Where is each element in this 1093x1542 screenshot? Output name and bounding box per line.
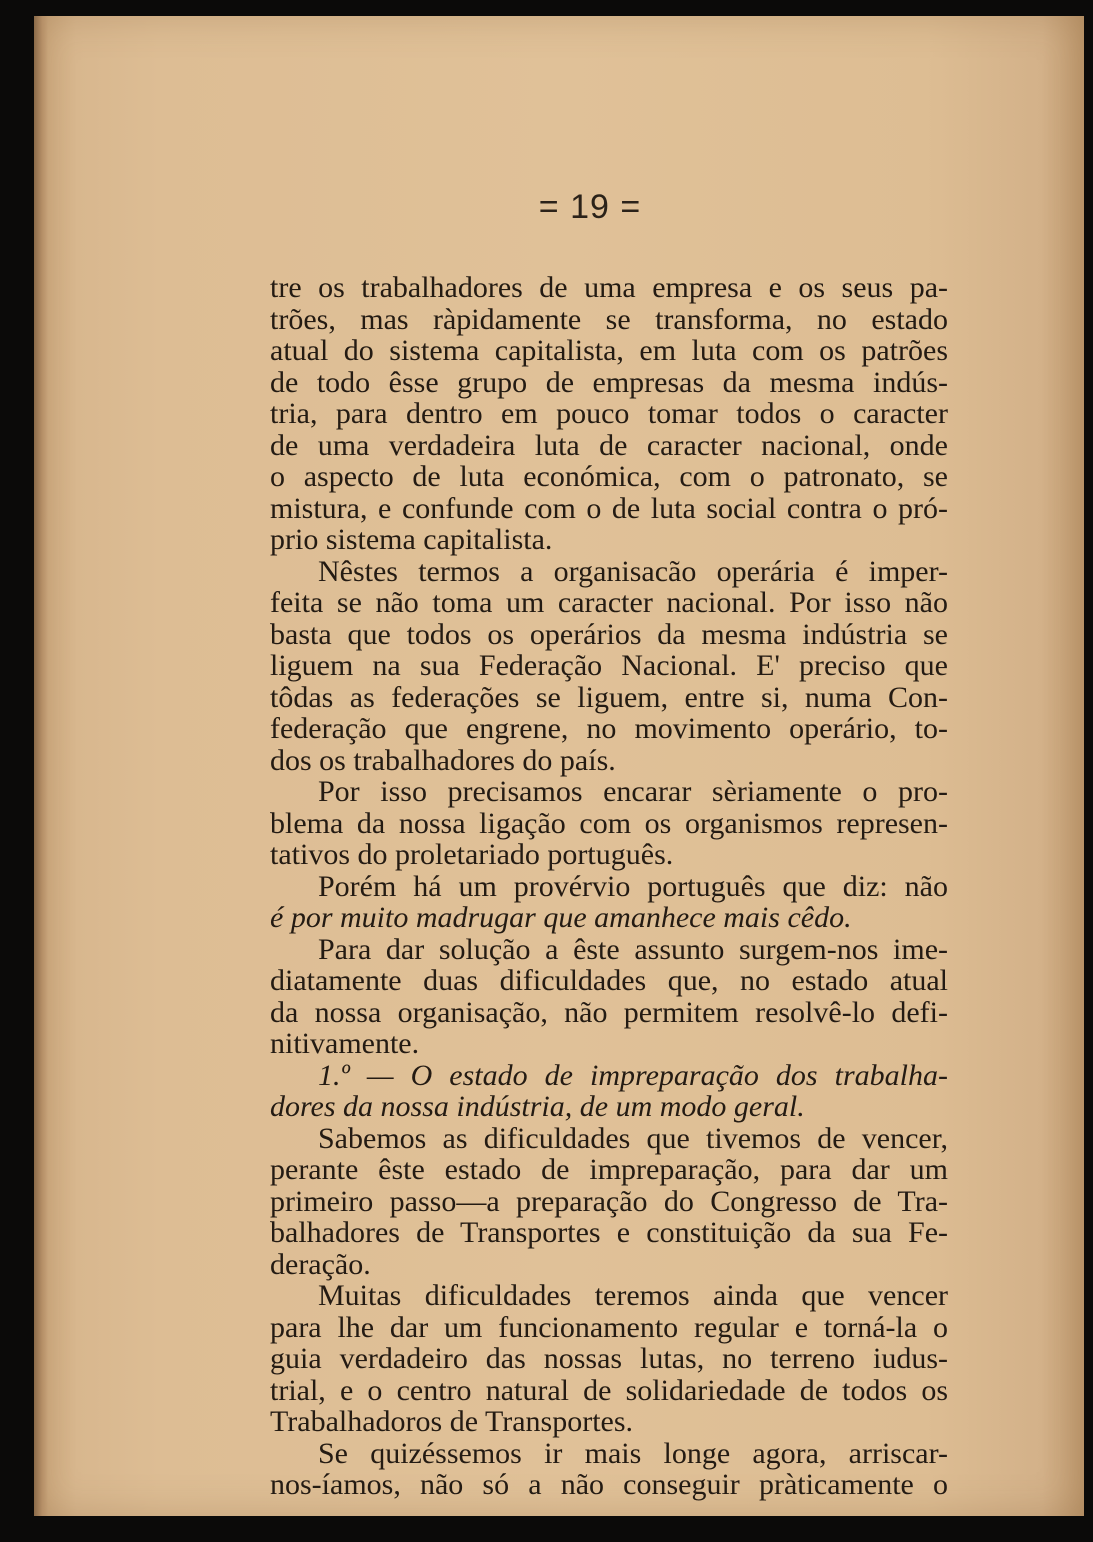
text-line: perante êste estado de impreparação, para dar um (270, 1153, 948, 1186)
text-line: da nossa organisação, não permitem resolvê-lo defi- (270, 995, 948, 1029)
text-line: Sabemos as dificuldades que tivemos de vencer, (318, 1121, 948, 1155)
text-line: balhadores de Transportes e constituição da sua Fe- (270, 1216, 948, 1249)
text-line: basta que todos os operários da mesma indústria se (270, 617, 948, 651)
text-line: atual do sistema capitalista, em luta com os patrões (270, 334, 948, 367)
text-line: diatamente duas dificuldades que, no estado atual (270, 964, 948, 997)
text-line: Se quizéssemos ir mais longe agora, arriscar- (318, 1436, 948, 1470)
text-line: blema da nossa ligação com os organismos represen- (270, 806, 948, 840)
text-line: deração. (270, 1247, 371, 1281)
text-line: Porém há um provérvio português que diz: não (318, 869, 948, 903)
text-line: Para dar solução a êste assunto surgem-nos ime- (318, 932, 948, 966)
text-line: Muitas dificuldades teremos ainda que vencer (318, 1279, 948, 1312)
text-line: feita se não toma um caracter nacional. Por isso não (270, 586, 948, 619)
text-line: para lhe dar um funcionamento regular e torná-la o (270, 1310, 948, 1344)
text-line: guia verdadeiro das nossas lutas, no terreno iudus- (270, 1342, 948, 1375)
page-number: = 19 = (538, 188, 642, 226)
page-spine-shadow (34, 16, 48, 1516)
text-line: trial, e o centro natural de solidariedade de todos os (270, 1373, 948, 1407)
text-line: tria, para dentro em pouco tomar todos o caracter (270, 397, 948, 430)
text-line: é por muito madrugar que amanhece mais cêdo. (270, 901, 852, 934)
text-line: dores da nossa indústria, de um modo geral. (270, 1090, 805, 1123)
text-line: o aspecto de luta económica, com o patronato, se (270, 460, 948, 493)
text-line: liguem na sua Federação Nacional. E' preciso que (270, 649, 948, 682)
text-line: dos os trabalhadores do país. (270, 743, 616, 777)
text-line: trões, mas ràpidamente se transforma, no estado (270, 302, 948, 336)
text-line: Nêstes termos a organisacão operária é imper- (318, 554, 948, 588)
text-line: primeiro passo—a preparação do Congresso de Tra- (270, 1184, 948, 1218)
text-line: Por isso precisamos encarar sèriamente o pro- (318, 775, 948, 808)
text-line: tôdas as federações se liguem, entre si, numa Con- (270, 680, 948, 714)
body-text (270, 272, 948, 1501)
text-line: Trabalhadoros de Transportes. (270, 1405, 634, 1438)
text-line: de todo êsse grupo de empresas da mesma indús- (270, 365, 948, 399)
text-line: tativos do proletariado português. (270, 838, 674, 871)
text-line: nos-íamos, não só a não conseguir pràticamente o (270, 1468, 948, 1501)
text-line: federação que engrene, no movimento operário, to- (270, 712, 948, 745)
text-line: prio sistema capitalista. (270, 523, 553, 556)
text-line: nitivamente. (270, 1027, 420, 1060)
text-line: mistura, e confunde com o de luta social contra o pró- (270, 491, 948, 525)
text-line: de uma verdadeira luta de caracter nacional, onde (270, 428, 948, 462)
text-line: 1.º — O estado de impreparação dos trabalha- (318, 1058, 948, 1092)
text-line: tre os trabalhadores de uma empresa e os seus pa- (270, 271, 948, 304)
